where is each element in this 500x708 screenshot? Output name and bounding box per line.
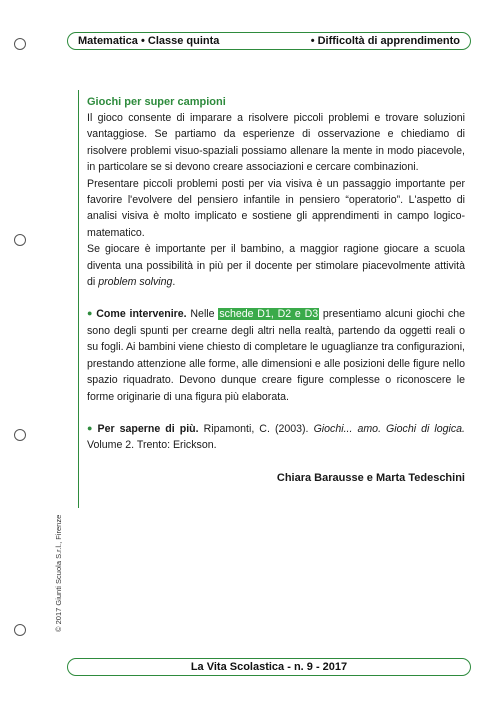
binder-hole-bottom xyxy=(14,624,26,636)
worksheet-link[interactable]: schede D1, D2 e D3 xyxy=(219,308,319,321)
author-signature: Chiara Barausse e Marta Tedeschini xyxy=(276,471,465,484)
section-how-to xyxy=(87,306,465,404)
binder-hole-lower xyxy=(14,429,26,441)
box-title: Giochi per super campioni xyxy=(87,96,226,108)
paragraph-intro: Il gioco consente di imparare a risolvere piccoli problemi e trovare soluzioni vantaggiose. Se partiamo da esperienze di osservazione e chiediamo di risolvere problemi visuo-spaziali possiamo allenare la mente in modo piacevole, in particolare se si devono creare associazioni e cercare combinazioni. xyxy=(87,112,465,174)
binder-hole-middle xyxy=(14,234,26,246)
paragraph-school xyxy=(87,241,465,290)
page-footer xyxy=(67,658,471,676)
paragraph-school-end: . xyxy=(172,276,176,289)
bullet-icon: ● xyxy=(87,422,95,433)
reference-author: Ripamonti, C. (2003). xyxy=(203,422,309,435)
reference-title: Giochi... amo. Giochi di logica. xyxy=(313,422,466,435)
how-to-intro: Nelle xyxy=(190,308,215,321)
page-header xyxy=(67,32,471,50)
header-subject: Matematica • Classe quinta xyxy=(78,35,220,47)
copyright-notice: © 2017 Giunti Scuola S.r.l., Firenze xyxy=(54,514,63,632)
section-further-reading xyxy=(87,421,465,454)
reference-details: Volume 2. Trento: Erickson. xyxy=(87,439,217,452)
problem-solving-term: problem solving xyxy=(98,276,173,289)
footer-publication: La Vita Scolastica - n. 9 - 2017 xyxy=(190,661,348,673)
content-box xyxy=(78,90,465,508)
header-topic: • Difficoltà di apprendimento xyxy=(310,35,460,47)
how-to-text: presentiamo alcuni giochi che sono degli spunti per crearne degli altri nella realtà, partendo da oggetti reali o su fogli. Ai bambini viene chiesto di completare le uguaglianze tra configurazioni, prestando attenzione alle forme, alle dimensioni e alle posizioni delle figure nello spazio riquadrato. Devono dunque creare figure complesse o riconoscere le forme originarie di una figura più elaborata. xyxy=(87,308,465,403)
paragraph-visual: Presentare piccoli problemi posti per via visiva è un passaggio importante per favorire l'evolvere del pensiero infantile in pensiero “operatorio”. L'aspetto di analisi visiva è molto implicato e sostiene gli apprendimenti in campo logico-matematico. xyxy=(87,177,465,239)
binder-hole-top xyxy=(14,38,26,50)
further-reading-label: Per saperne di più. xyxy=(97,422,199,435)
how-to-label: Come intervenire. xyxy=(96,308,187,321)
paragraph-school-text: Se giocare è importante per il bambino, a maggior ragione giocare a scuola diventa una possibilità in più per il docente per stimolare piacevolmente attività di xyxy=(87,243,465,289)
bullet-icon: ● xyxy=(87,308,94,319)
